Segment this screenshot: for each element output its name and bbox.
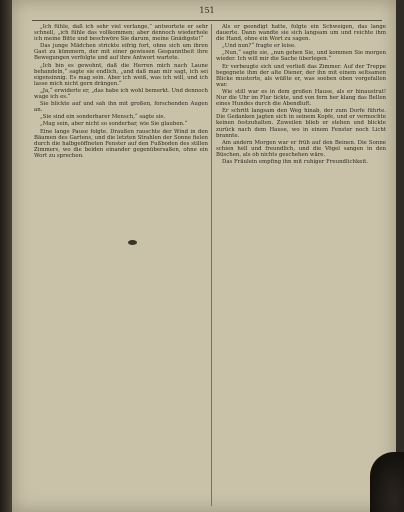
paragraph: „Ich bin es gewohnt, daß die Herren mich nach Laune behandeln,“ sagte sie endlich, „und daß man mir sagt, ich sei eigensinnig. Es mag sein. Aber ich weiß, was ich will, und ich lasse mich nicht gern drängen.“	[34, 62, 208, 87]
column-divider	[211, 24, 212, 506]
text-column-right	[216, 24, 386, 506]
text-column-left	[34, 24, 208, 506]
paragraph: Sie blickte auf und sah ihn mit großen, forschenden Augen an.	[34, 101, 208, 114]
paragraph: Das Fräulein empfing ihn mit ruhiger Freundlichkeit.	[222, 158, 368, 165]
paragraph: Er verbeugte sich und verließ das Zimmer. Auf der Treppe begegnete ihm der alte Diener, der ihn mit einem seltsamen Blicke musterte, als wüßte er, was soeben oben vorgefallen war.	[216, 63, 386, 88]
paragraph: „Ich fühle, daß ich sehr viel verlange,“ antwortete er sehr schnell, „ich fühle das vollkommen; aber dennoch wiederhole ich meine Bitte und beschwöre Sie darum, meine Gnädigste!“	[34, 24, 208, 43]
paragraph: „Sie sind ein sonderbarer Mensch,“ sagte sie.	[40, 114, 166, 121]
paragraph: Wie still war es in dem großen Hause, als er hinaustrat! Nur die Uhr im Flur tickte, und von fern her klang das Bellen eines Hundes durch die Abendluft.	[216, 88, 386, 108]
page-header	[32, 6, 382, 21]
thumb-shadow	[370, 452, 404, 512]
paragraph: „Ja,“ erwiderte er, „das habe ich wohl bemerkt. Und dennoch wage ich es.“	[34, 87, 208, 101]
paragraph: Das junge Mädchen strickte eifrig fort, ohne sich um ihren Gast zu kümmern, der mit einer gewissen Gespanntheit ihre Bewegungen verfolgte und auf ihre Antwort wartete.	[34, 43, 208, 62]
paragraph: „Nun,“ sagte sie, „nun gehen Sie, und kommen Sie morgen wieder. Ich will mir die Sache überlegen.“	[216, 50, 386, 63]
paragraph: „Und nun?“ fragte er leise.	[222, 43, 296, 50]
paragraph: Am andern Morgen war er früh auf den Beinen. Die Sonne schien hell und freundlich, und die Vögel sangen in den Büschen, als ob nichts geschehen wäre.	[216, 139, 386, 158]
paragraph: Als er geendigt hatte, folgte ein Schweigen, das lange dauerte. Dann wandte sie sich langsam um und reichte ihm die Hand, ohne ein Wort zu sagen.	[216, 24, 386, 43]
book-binding-shadow	[0, 0, 12, 512]
page-number: 151	[199, 6, 215, 15]
paragraph: „Mag sein, aber nicht so sonderbar, wie Sie glauben.“	[40, 121, 188, 128]
ink-blot	[128, 240, 137, 245]
paragraph: Eine lange Pause folgte. Draußen rauschte der Wind in den Bäumen des Gartens, und die letzten Strahlen der Sonne fielen durch die halbgeöffneten Fenster auf den Fußboden des stillen Zimmers, wo die beiden einander gegenübersaßen, ohne ein Wort zu sprechen.	[34, 128, 208, 159]
book-page	[12, 0, 396, 512]
paragraph: Er schritt langsam den Weg hinab, der zum Dorfe führte. Die Gedanken jagten sich in seinem Kopfe, und er vermochte keinen festzuhalten. Zuweilen blieb er stehen und blickte zurück nach dem Hause, wo in einem Fenster noch Licht brannte.	[216, 108, 386, 139]
